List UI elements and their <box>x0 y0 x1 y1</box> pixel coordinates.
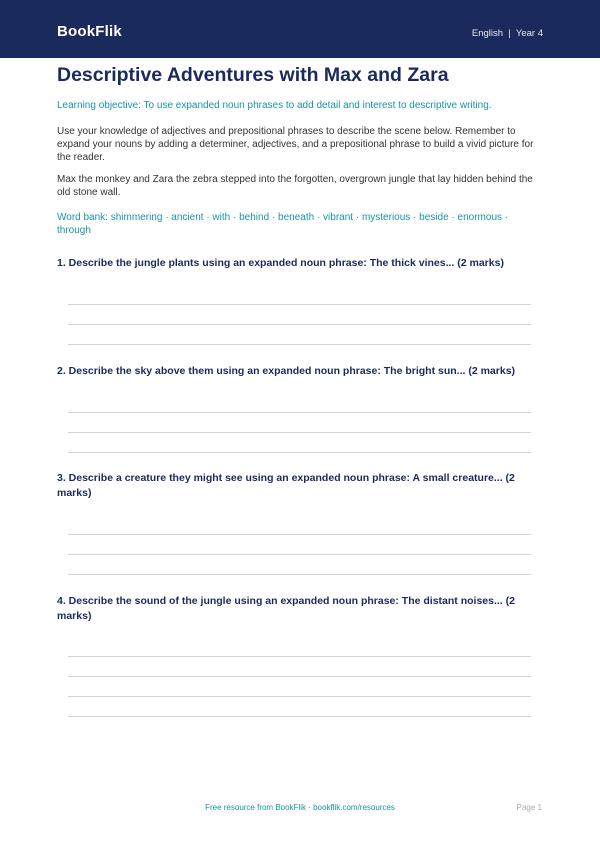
answer-line[interactable] <box>68 696 531 697</box>
answer-line[interactable] <box>68 656 531 657</box>
page-header <box>0 0 600 58</box>
instructions-paragraph: Use your knowledge of adjectives and prepositional phrases to describe the scene below. Remember to expand your nouns by adding a determiner, adjectives, and a prepositional phrase to build a vivid picture for the reader. <box>57 126 534 163</box>
page-title: Descriptive Adventures with Max and Zara <box>57 64 449 86</box>
subject-label: English | Year 4 <box>471 28 543 39</box>
answer-line[interactable] <box>68 432 531 433</box>
answer-line[interactable] <box>68 344 531 345</box>
footer-link[interactable]: Free resource from BookFlik · bookflik.com/resources <box>205 803 395 812</box>
word-bank: Word bank: shimmering · ancient · with · behind · beneath · vibrant · mysterious · beside · enormous · through <box>57 212 509 236</box>
answer-line[interactable] <box>68 716 531 717</box>
answer-line[interactable] <box>68 304 531 305</box>
answer-line[interactable] <box>68 452 531 453</box>
answer-line[interactable] <box>68 324 531 325</box>
answer-line[interactable] <box>68 534 531 535</box>
question-2: 2. Describe the sky above them using an expanded noun phrase: The bright sun... (2 marks) <box>57 365 516 377</box>
answer-line[interactable] <box>68 676 531 677</box>
question-1: 1. Describe the jungle plants using an expanded noun phrase: The thick vines... (2 marks) <box>57 257 504 269</box>
brand-logo: BookFlik <box>57 23 122 40</box>
question-4: 4. Describe the sound of the jungle using an expanded noun phrase: The distant noises... (2 marks) <box>57 595 515 622</box>
scene-paragraph: Max the monkey and Zara the zebra stepped into the forgotten, overgrown jungle that lay hidden behind the old stone wall. <box>57 174 533 198</box>
answer-line[interactable] <box>68 574 531 575</box>
answer-line[interactable] <box>68 554 531 555</box>
question-3: 3. Describe a creature they might see using an expanded noun phrase: A small creature... (2 marks) <box>57 472 515 499</box>
learning-objective: Learning objective: To use expanded noun phrases to add detail and interest to descriptive writing. <box>57 100 492 111</box>
page-number: Page 1 <box>516 803 542 812</box>
answer-line[interactable] <box>68 412 531 413</box>
